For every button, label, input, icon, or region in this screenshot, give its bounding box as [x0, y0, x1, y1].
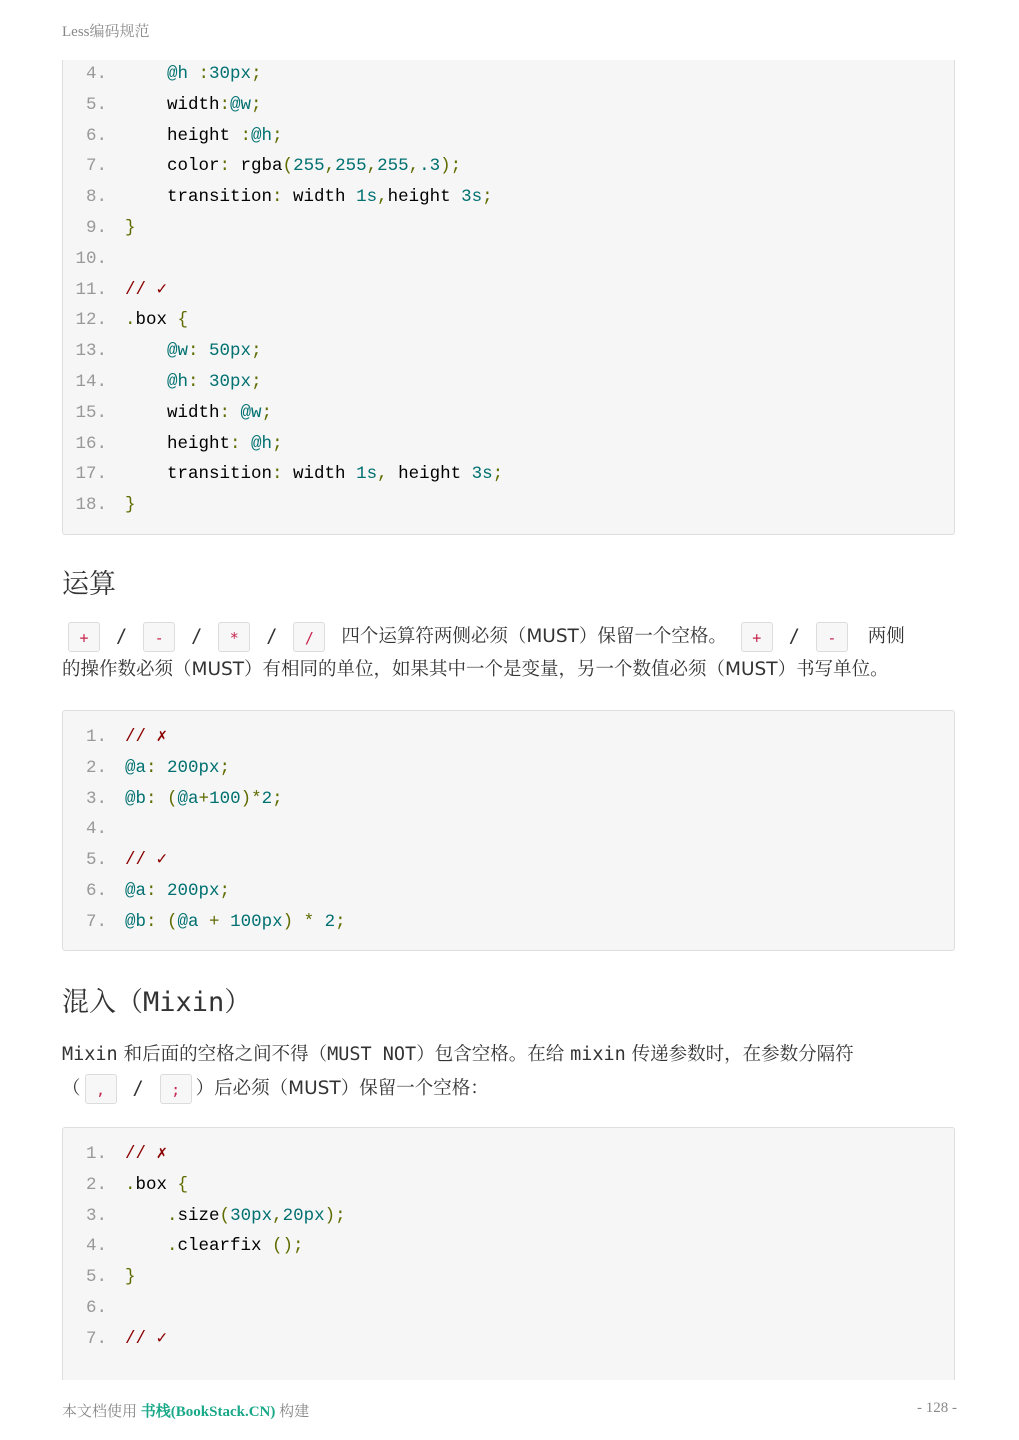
- code-line: [63, 90, 954, 121]
- mixin-text: ）后必须（MUST）保留一个空格：: [195, 1078, 489, 1099]
- line-number: 16.: [75, 433, 107, 454]
- code-line: [63, 213, 954, 244]
- page-number: - 128 -: [917, 1400, 957, 1416]
- line-number: 7.: [85, 911, 107, 932]
- code-block-mixin: [62, 1127, 955, 1380]
- code-text: .size(30px,20px);: [167, 1205, 346, 1226]
- code-text: // ✗: [125, 1144, 168, 1164]
- separator-semicolon: ;: [160, 1074, 192, 1104]
- line-number: 6.: [85, 881, 107, 901]
- code-text: @b: (@a+100)*2;: [125, 788, 283, 809]
- code-text: }: [125, 218, 136, 238]
- code-text: height: @h;: [125, 433, 283, 454]
- code-line: [63, 907, 954, 938]
- line-number: 17.: [75, 464, 107, 485]
- separator: /: [116, 626, 128, 647]
- line-number: 9.: [85, 218, 107, 238]
- footer-brand-link[interactable]: 书栈(BookStack.CN): [140, 1404, 276, 1420]
- code-text: transition: width 1s, height 3s;: [125, 464, 504, 485]
- line-number: 7.: [85, 156, 107, 177]
- line-number: 4.: [85, 819, 107, 840]
- line-number: 2.: [85, 1174, 107, 1195]
- code-text: @b: (@a + 100px) * 2;: [125, 911, 346, 932]
- line-number: 7.: [85, 1328, 107, 1349]
- code-text: // ✓: [125, 279, 168, 300]
- code-text: .clearfix ();: [167, 1236, 304, 1257]
- code-line: [63, 59, 954, 90]
- line-number: 12.: [75, 310, 107, 331]
- code-line: [63, 845, 954, 876]
- heading-mixin-code: Mixin: [143, 987, 225, 1018]
- separator: /: [788, 626, 800, 647]
- code-mixin: Mixin: [62, 1044, 118, 1065]
- code-line: [63, 151, 954, 182]
- code-text: }: [125, 495, 136, 516]
- code-text: width:@w;: [125, 94, 262, 115]
- code-line: [63, 459, 954, 490]
- code-line: [63, 1324, 954, 1355]
- section-heading-mixin: [62, 980, 251, 1019]
- operations-paragraph: [62, 620, 957, 690]
- running-header: Less编码规范: [62, 24, 150, 40]
- code-line: [63, 398, 954, 429]
- line-number: 3.: [85, 1205, 107, 1226]
- code-text: }: [125, 1267, 136, 1288]
- operator-minus-2: -: [816, 622, 848, 652]
- line-number: 6.: [85, 125, 107, 146]
- code-line: [63, 275, 954, 306]
- code-line: [63, 1201, 954, 1232]
- code-mixin-lower: mixin: [570, 1044, 626, 1065]
- code-text: // ✓: [125, 1328, 168, 1349]
- operator-minus: -: [143, 622, 175, 652]
- operations-line-2: 的操作数必须（MUST）有相同的单位，如果其中一个是变量，另一个数值必须（MUST）书写单位。: [62, 659, 889, 680]
- mixin-line-1: [62, 1038, 854, 1071]
- code-text: transition: width 1s,height 3s;: [125, 187, 493, 208]
- operator-divide: /: [293, 622, 325, 652]
- footer-suffix: 构建: [275, 1404, 310, 1420]
- code-text: // ✓: [125, 850, 168, 871]
- line-number: 15.: [75, 402, 107, 423]
- line-number: 1.: [85, 1144, 107, 1164]
- code-line: [63, 121, 954, 152]
- code-line: [63, 336, 954, 367]
- line-number: 5.: [85, 94, 107, 115]
- line-number: 3.: [85, 788, 107, 809]
- code-text: width: @w;: [125, 402, 273, 423]
- heading-mixin-cn: 混入（: [62, 987, 143, 1018]
- code-line: [63, 305, 954, 336]
- line-number: 13.: [75, 341, 107, 362]
- line-number: 10.: [75, 248, 107, 269]
- line-number: 8.: [85, 187, 107, 208]
- operator-multiply: *: [218, 622, 250, 652]
- operations-text-1: 四个运算符两侧必须（MUST）保留一个空格。: [341, 626, 727, 647]
- code-line: [63, 722, 954, 753]
- line-number: 14.: [75, 372, 107, 392]
- mixin-text: ）包含空格。在给: [416, 1044, 571, 1065]
- line-number: 4.: [85, 64, 107, 84]
- section-heading-operations: 运算: [62, 569, 116, 600]
- code-text: color: rgba(255,255,255,.3);: [125, 156, 462, 177]
- code-block-units: [62, 60, 955, 535]
- code-text: height :@h;: [125, 125, 283, 146]
- mixin-text: 和后面的空格之间不得（: [117, 1044, 328, 1065]
- operator-plus-2: +: [741, 622, 773, 652]
- code-text: .box {: [125, 310, 189, 331]
- code-line: [63, 1293, 954, 1324]
- mixin-text: （: [62, 1078, 81, 1099]
- separator-comma: ,: [85, 1074, 117, 1104]
- code-line: [63, 367, 954, 398]
- code-text: .box {: [125, 1174, 189, 1195]
- mixin-line-2: [62, 1072, 489, 1105]
- separator: /: [191, 626, 203, 647]
- code-block-operations: [62, 710, 955, 951]
- line-number: 5.: [85, 1267, 107, 1288]
- line-number: 11.: [75, 279, 107, 300]
- code-line: [63, 1231, 954, 1262]
- heading-mixin-close: ）: [224, 987, 252, 1018]
- mixin-paragraph: [62, 1038, 957, 1108]
- operator-plus: +: [68, 622, 100, 652]
- code-line: [63, 876, 954, 907]
- code-line: [63, 244, 954, 275]
- code-line: [63, 1170, 954, 1201]
- line-number: 2.: [85, 757, 107, 778]
- line-number: 5.: [85, 850, 107, 871]
- code-text: @h: 30px;: [167, 372, 262, 392]
- code-text: @w: 50px;: [167, 341, 262, 362]
- mixin-text: 传递参数时，在参数分隔符: [625, 1044, 854, 1065]
- separator: /: [132, 1078, 144, 1099]
- code-text: @a: 200px;: [125, 881, 231, 901]
- page-footer: [62, 1400, 957, 1421]
- code-line: [63, 429, 954, 460]
- code-line: [63, 784, 954, 815]
- code-text: @a: 200px;: [125, 757, 231, 778]
- footer-prefix: 本文档使用: [62, 1404, 141, 1420]
- code-line: [63, 753, 954, 784]
- code-line: [63, 1262, 954, 1293]
- separator: /: [266, 626, 278, 647]
- code-line: [63, 490, 954, 521]
- code-line: [63, 814, 954, 845]
- operations-text-2: 两侧: [867, 626, 905, 647]
- code-line: [63, 1139, 954, 1170]
- code-text: @h :30px;: [167, 64, 262, 84]
- keyword-must-not: MUST NOT: [327, 1044, 417, 1065]
- line-number: 4.: [85, 1236, 107, 1257]
- line-number: 6.: [85, 1298, 107, 1318]
- code-text: // ✗: [125, 727, 168, 747]
- operations-line-1: [62, 620, 905, 653]
- line-number: 1.: [85, 727, 107, 747]
- code-line: [63, 182, 954, 213]
- line-number: 18.: [75, 495, 107, 516]
